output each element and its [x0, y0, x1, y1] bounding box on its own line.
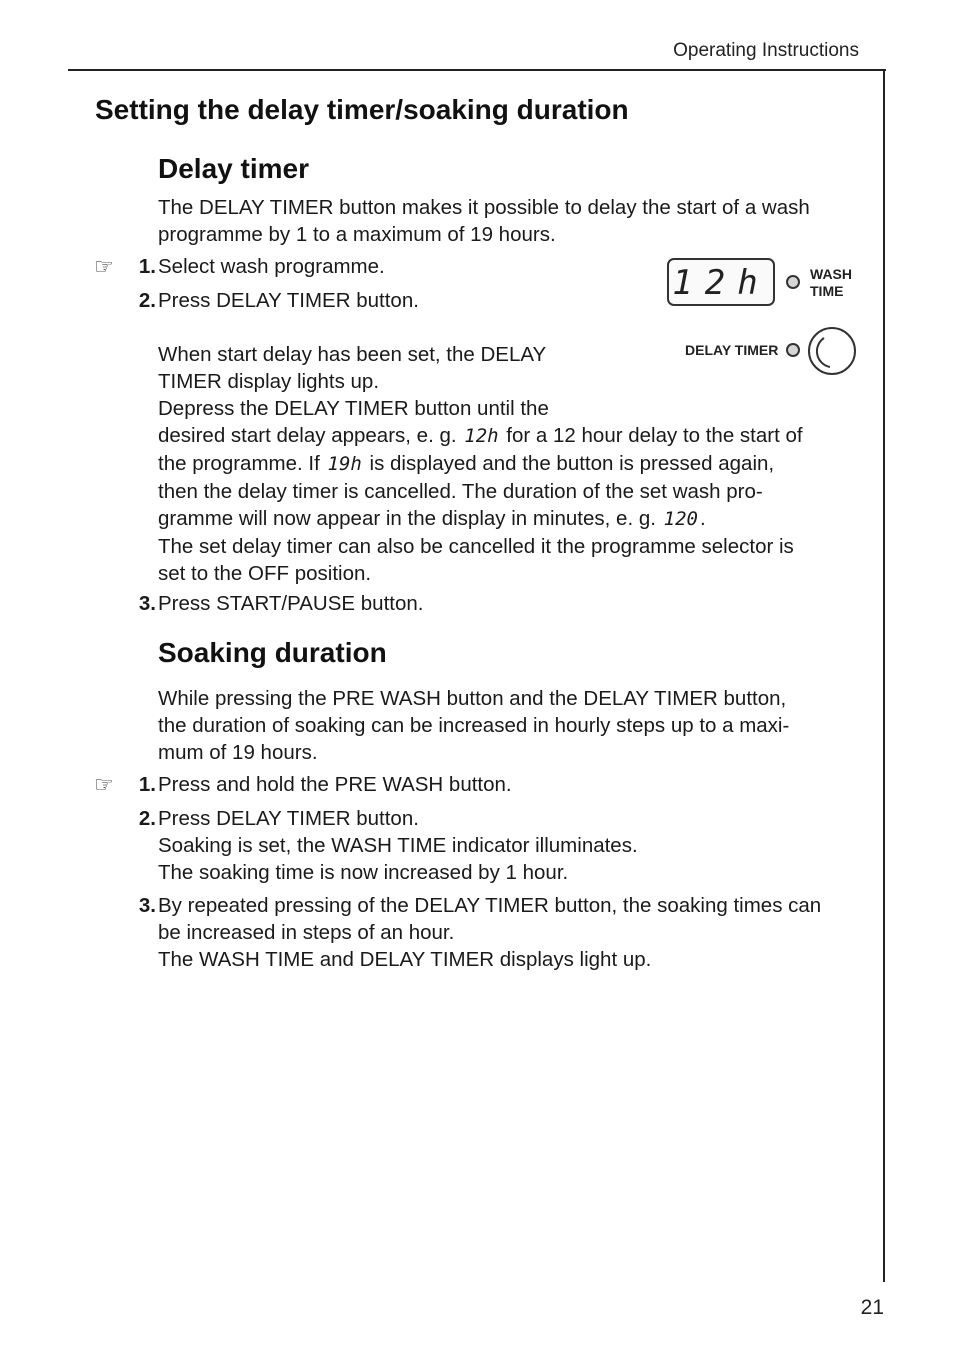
- text-run: the programme. If: [158, 452, 320, 475]
- display-code-12h: 12h: [464, 425, 499, 447]
- wash-time-indicator-icon: [786, 275, 800, 289]
- intro-line: the duration of soaking can be increased in hourly steps up to a maxi-: [158, 714, 790, 737]
- page-number: 21: [860, 1296, 884, 1319]
- detail-line: [158, 450, 858, 478]
- text-run: gramme will now appear in the display in minutes, e. g.: [158, 507, 656, 530]
- soaking-heading: Soaking duration: [158, 637, 387, 668]
- step-text: [158, 892, 858, 973]
- pointing-hand-icon: ☞: [94, 254, 114, 279]
- lcd-display: [667, 258, 775, 306]
- time-label-line: TIME: [810, 283, 844, 299]
- button-arc-icon: [810, 329, 854, 373]
- step-line: By repeated pressing of the DELAY TIMER button, the soaking times can: [158, 894, 822, 917]
- step-line: Select wash programme.: [158, 255, 385, 278]
- step-text: [158, 805, 858, 886]
- step-number: 3.: [138, 592, 156, 615]
- wash-label-line: WASH: [810, 266, 852, 282]
- step-number: 1.: [138, 255, 156, 278]
- step-line: The soaking time is now increased by 1 hour.: [158, 861, 569, 884]
- delay-timer-indicator-icon: [786, 343, 800, 357]
- header-rule: [68, 69, 886, 71]
- pointing-hand-icon: ☞: [94, 772, 114, 797]
- step-number: 1.: [138, 773, 156, 796]
- step-line: Press START/PAUSE button.: [158, 592, 424, 615]
- display-code-19h: 19h: [327, 453, 362, 475]
- step-line: The WASH TIME and DELAY TIMER displays light up.: [158, 948, 652, 971]
- detail-line: set to the OFF position.: [158, 562, 372, 585]
- margin-rule: [883, 69, 885, 1282]
- intro-line: mum of 19 hours.: [158, 741, 318, 764]
- delay-timer-intro: [158, 194, 858, 248]
- step-line: Press DELAY TIMER button.: [158, 807, 419, 830]
- text-run: desired start delay appears, e. g.: [158, 424, 457, 447]
- step-line: Soaking is set, the WASH TIME indicator illuminates.: [158, 834, 638, 857]
- detail-line: then the delay timer is cancelled. The duration of the set wash pro-: [158, 480, 763, 503]
- header-section: Operating Instructions: [673, 40, 859, 61]
- step-number: 3.: [138, 894, 156, 917]
- step-line: Press DELAY TIMER button.: [158, 289, 419, 312]
- step-line: be increased in steps of an hour.: [158, 921, 455, 944]
- step-number: 2.: [138, 289, 156, 312]
- detail-line: The set delay timer can also be cancelled it the programme selector is: [158, 535, 794, 558]
- text-run: for a 12 hour delay to the start of: [506, 424, 803, 447]
- wash-time-label: [810, 266, 852, 300]
- control-panel-figure: [660, 252, 875, 382]
- step-text: [158, 590, 858, 617]
- page-title: Setting the delay timer/soaking duration: [95, 94, 629, 125]
- detail-line: TIMER display lights up.: [158, 370, 380, 393]
- lcd-value: 12h: [672, 263, 770, 303]
- step-line: Press and hold the PRE WASH button.: [158, 773, 512, 796]
- text-run: is displayed and the button is pressed again,: [369, 452, 775, 475]
- soaking-intro: [158, 685, 858, 766]
- intro-line: The DELAY TIMER button makes it possible to delay the start of a wash: [158, 196, 810, 219]
- delay-timer-button-icon: [808, 327, 856, 375]
- intro-line: programme by 1 to a maximum of 19 hours.: [158, 223, 556, 246]
- text-run: .: [699, 507, 706, 530]
- detail-line: When start delay has been set, the DELAY: [158, 343, 547, 366]
- detail-line: [158, 505, 858, 533]
- detail-line: [158, 422, 858, 450]
- step-text: [158, 771, 858, 798]
- delay-timer-heading: Delay timer: [158, 153, 309, 184]
- detail-line: Depress the DELAY TIMER button until the: [158, 397, 549, 420]
- display-code-120: 120: [663, 508, 698, 530]
- delay-timer-label: DELAY TIMER: [685, 342, 779, 358]
- intro-line: While pressing the PRE WASH button and the DELAY TIMER button,: [158, 687, 787, 710]
- step-number: 2.: [138, 807, 156, 830]
